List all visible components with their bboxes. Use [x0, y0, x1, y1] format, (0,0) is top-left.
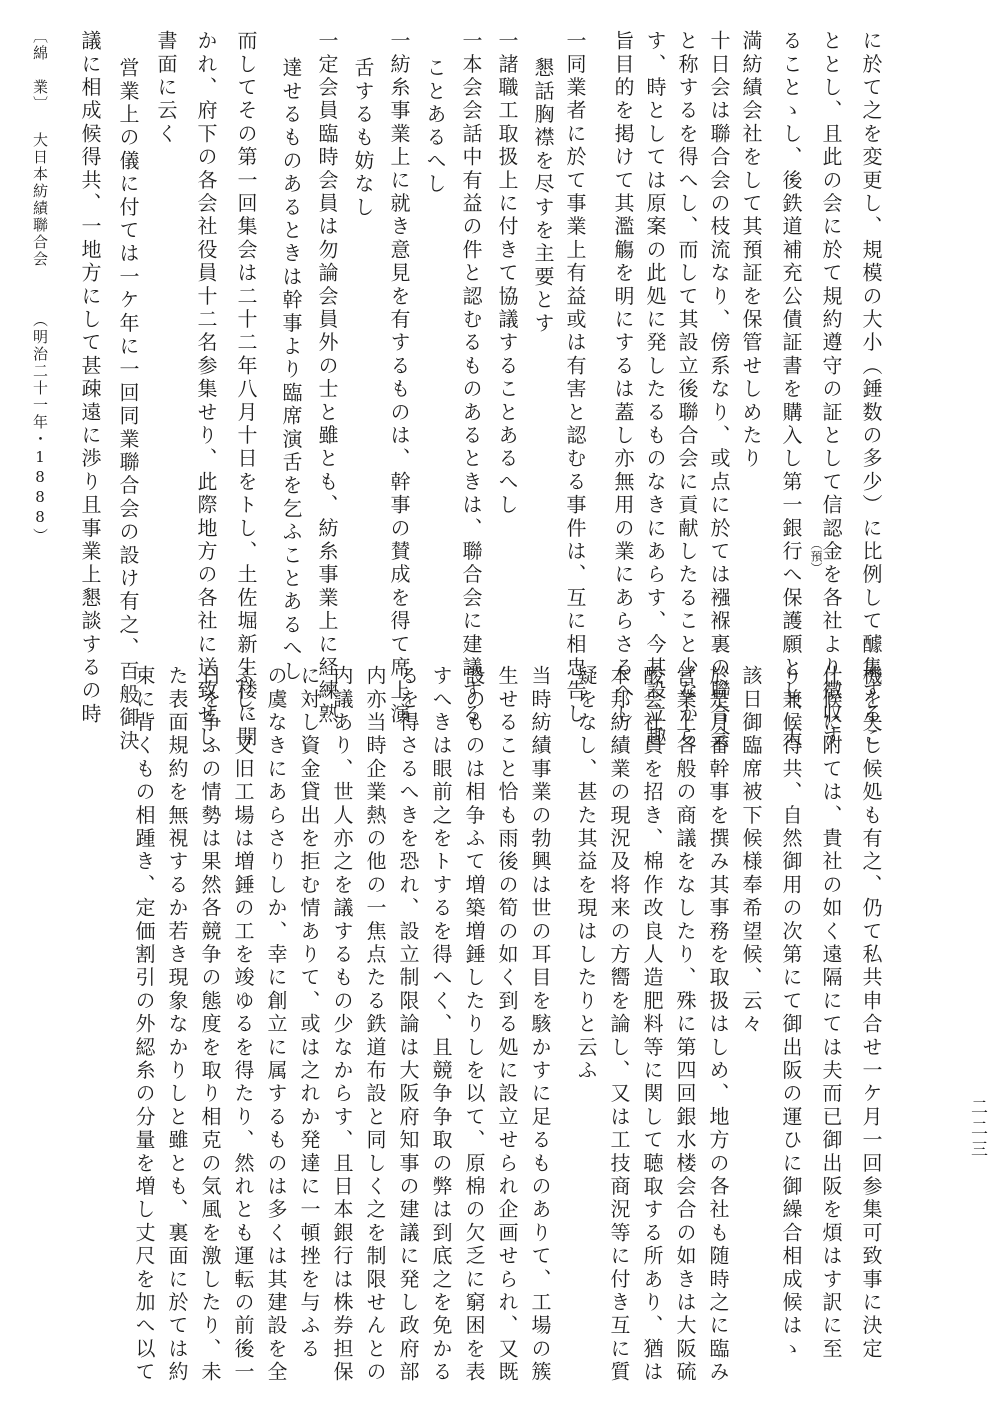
- text-column: 営業上各般の商議をなしたり、殊に第四回銀水楼会合の如きは大阪硫: [673, 665, 697, 1385]
- text-column: 内議あり、世人亦之を議するもの少なからす、且日本銀行は株券担保: [330, 665, 354, 1385]
- text-column: 日を争ふの情勢は果然各競争の態度を取り相克の気風を激したり、未: [198, 665, 222, 1385]
- text-column: 機を失し候処も有之、仍て私共申合せ一ケ月一回参集可致事に決定: [859, 665, 883, 1361]
- text-column: ことあるへし: [423, 57, 447, 197]
- text-column: 当時紡績事業の勃興は世の耳目を駭かすに足るものありて、工場の簇: [528, 665, 552, 1385]
- text-column: 十日会は聯合会の枝流なり、傍系なり、或点に於ては襁褓裏の聯合会: [707, 30, 731, 750]
- text-column: 一諸職工取扱上に付きて協議することあるへし: [495, 30, 519, 518]
- text-column: 疑をなし、甚た其益を現はしたりと云ふ: [574, 665, 598, 1083]
- text-column: ふし、又旧工場は増錘の工を竣ゆるを得たり、然れとも運転の前後一: [231, 665, 255, 1385]
- text-column: 満紡績会社をして其預証を保管せしめたり: [739, 30, 763, 471]
- text-column: に於て之を変更し、規模の大小（錘数の多少）に比例して醵集するこ: [859, 30, 883, 750]
- text-column: 旨目的を掲けて其濫觴を明にするは蓋し亦無用の業にあらさるへし: [611, 30, 635, 726]
- organization-name: 大日本紡績聯合会: [31, 132, 49, 268]
- text-column: た表面規約を無視するか若き現象なかりしと雖とも、裏面に於ては約: [165, 665, 189, 1385]
- text-column: に対し資金貸出を拒む情ありて、或は之れか発達に一頓挫を与ふる: [297, 665, 321, 1361]
- text-column: 達せるものあるときは幹事より臨席演舌を乞ふことあるへし: [279, 57, 303, 684]
- text-column: 一同業者に於て事業上有益或は有害と認むる事件は、互に相忠告し: [563, 30, 587, 726]
- text-column: 一定会員臨時会員は勿論会員外の士と雖とも、紡糸事業上に経練熟: [315, 30, 339, 726]
- text-column: 内亦当時企業熱の他の一焦点たる鉄道布設と同しく之を制限せんとの: [363, 665, 387, 1385]
- text-column: 設のものは相争ふて増築増錘したりしを以て、原棉の欠乏に窮困を表: [462, 665, 486, 1385]
- text-column: 酸会社員を招き、棉作改良人造肥料等に関して聴取する所あり、猶は: [640, 665, 664, 1385]
- page-number: 二二三: [967, 1098, 987, 1161]
- text-column: す、時としては原案の此処に発したるものなきにあらす、今其設立趣: [643, 30, 667, 750]
- text-column: ることゝし、後鉄道補充公債証書を購入し第一銀行へ保護願とし、天: [779, 30, 803, 750]
- text-column: ととし、且此の会に於て規約遵守の証として信認金を各社より徴収す: [819, 30, 843, 750]
- text-column: 議に相成候得共、一地方にして甚疎遠に渉り且事業上懇談するの時: [78, 30, 102, 726]
- text-column: 営業上の儀に付ては一ケ年に一回同業聯合会の設け有之、百般御決: [116, 57, 140, 753]
- section-label: 〔綿 業〕: [31, 28, 49, 113]
- text-column: 仕候に附ては、貴社の如く遠隔にては夫而已御出阪を煩はす訳に至: [819, 665, 843, 1362]
- text-column: かれ、府下の各会社役員十二名参集せり、此際地方の各社に送致せし: [194, 30, 218, 750]
- text-column: すへきは眼前之をトするを得へく、且競争争取の弊は到底之を免かる: [429, 665, 453, 1385]
- text-column: るを得さるへきを恐れ、設立制限論は大阪府知事の建議に発し政府部: [396, 665, 420, 1385]
- text-column: 本邦紡績業の現況及将来の方嚮を論し、又は工技商況等に付き互に質: [607, 665, 631, 1385]
- text-column: 該日御臨席被下候様奉希望候、云々: [739, 665, 763, 1037]
- text-column: 懇話胸襟を尽すを主要とす: [531, 57, 555, 336]
- annotation-note: （預）: [809, 538, 823, 574]
- text-column: の虞なきにあらさりしか、幸に創立に属するものは多くは其建設を全: [264, 665, 288, 1385]
- text-column: 書面に云く: [154, 30, 178, 146]
- text-column: 於是月番幹事を撰み其事務を取扱はしめ、地方の各社も随時之に臨み: [706, 665, 730, 1385]
- text-column: と称するを得へし、而して其設立後聯合会に貢献したること少なから: [675, 30, 699, 750]
- text-column: 生せること恰も雨後の筍の如く到る処に設立せられ企画せられ、又既: [495, 665, 519, 1385]
- text-column: 一紡糸事業上に就き意見を有するものは、幹事の賛成を得て席上演: [387, 30, 411, 726]
- text-column: 束に背くもの相踵き、定価割引の外綛糸の分量を増し丈尺を加へ以て: [132, 665, 156, 1385]
- text-column: 而してその第一回集会は二十二年八月十日をトし、土佐堀新生楼に開: [234, 30, 258, 750]
- text-column: 舌するも妨なし: [351, 57, 375, 220]
- era-label: （明治二十一年・1888）: [31, 312, 49, 545]
- text-column: 一本会会話中有益の件と認むるものあるときは、聯合会に建議する: [459, 30, 483, 726]
- text-column: り兼候得共、自然御用の次第にて御出阪の運ひに御繰合相成候はゝ: [779, 665, 803, 1361]
